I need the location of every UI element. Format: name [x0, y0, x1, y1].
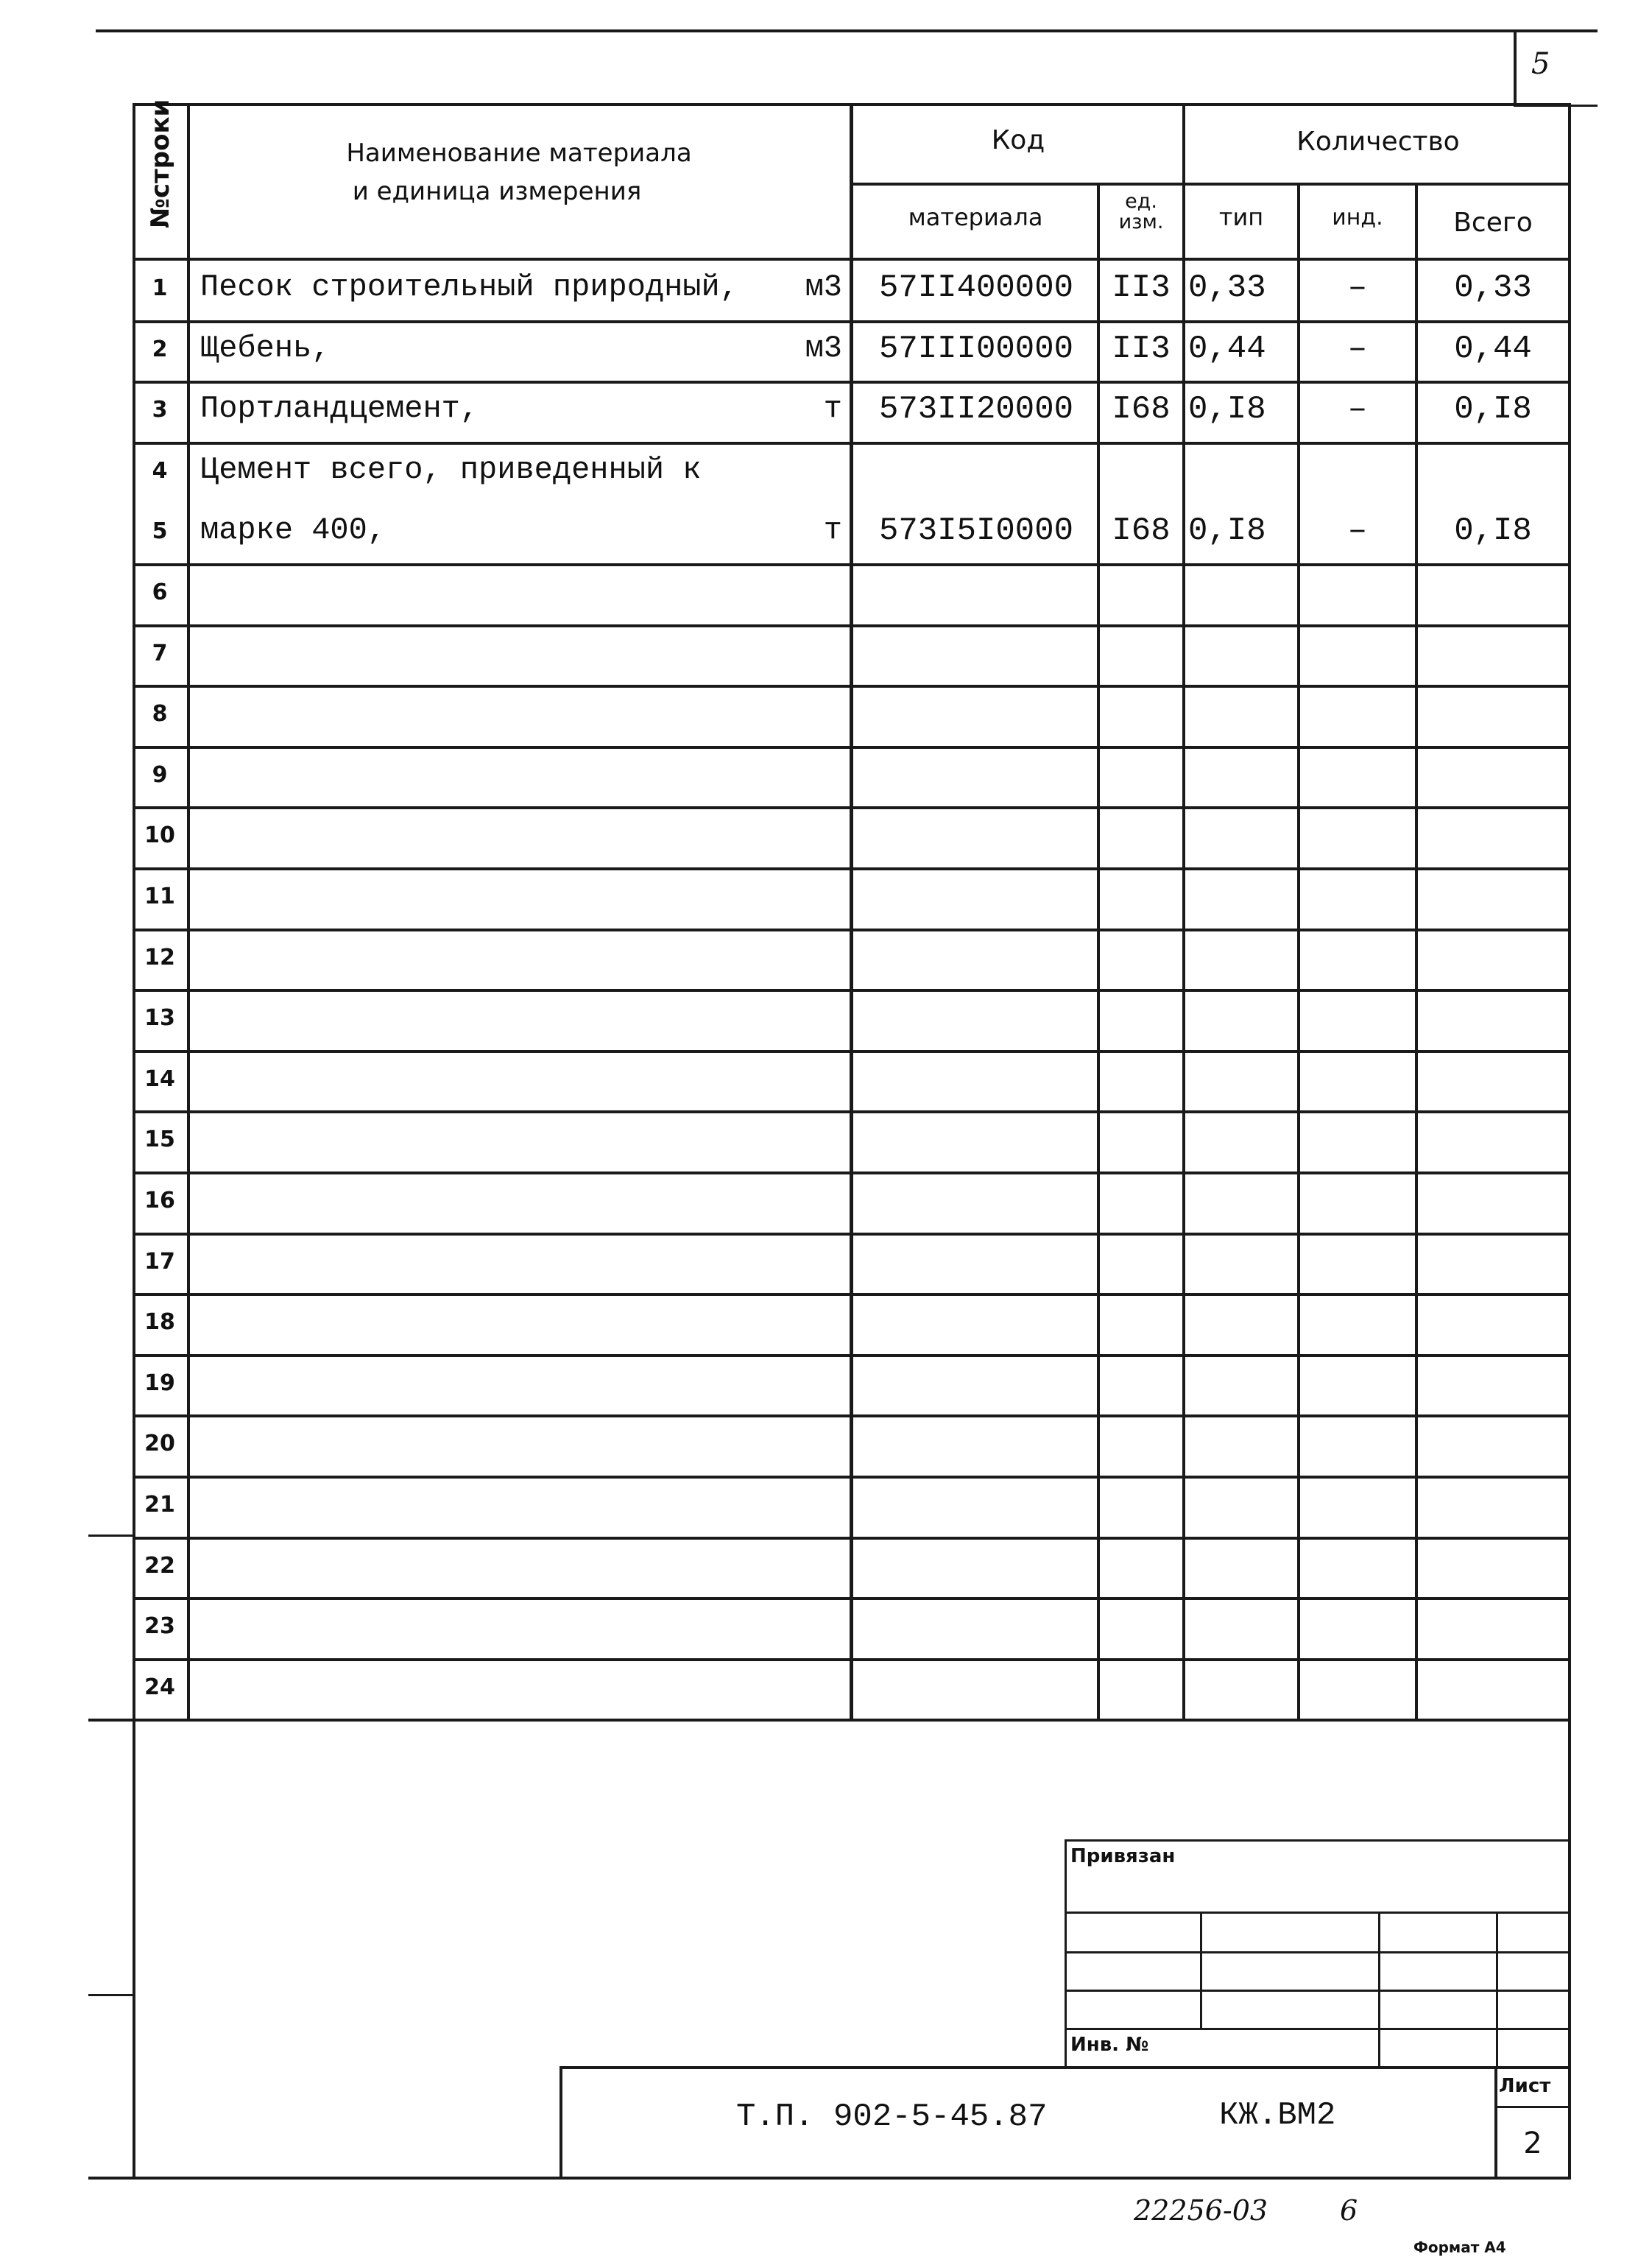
- material-unit: т: [823, 512, 842, 548]
- row-number: 3: [152, 397, 168, 423]
- row-number: 17: [144, 1249, 175, 1275]
- code-header: Код: [991, 125, 1045, 155]
- qty-ind: –: [1347, 269, 1368, 306]
- row-number: 23: [144, 1613, 175, 1639]
- material-unit: м3: [805, 269, 842, 305]
- unit-code: I68: [1112, 512, 1171, 549]
- qty-type-header: тип: [1218, 203, 1264, 231]
- document-code: Т.П. 902-5-45.87: [736, 2099, 1048, 2135]
- material-code: 57III00000: [878, 331, 1074, 367]
- archive-sheet: 6: [1340, 2194, 1358, 2227]
- row-number: 1: [152, 275, 168, 301]
- unit-code: II3: [1112, 269, 1171, 306]
- material-name: Портландцемент,: [200, 391, 479, 426]
- row-number-header: №строки: [146, 99, 175, 228]
- privyazan-label: Привязан: [1070, 1845, 1176, 1867]
- code-unit-header: ед. изм.: [1118, 190, 1164, 233]
- material-unit: т: [823, 391, 842, 426]
- row-number: 20: [144, 1431, 175, 1456]
- qty-type: 0,33: [1188, 269, 1266, 306]
- qty-total: 0,44: [1454, 331, 1532, 367]
- row-number: 18: [144, 1309, 175, 1335]
- material-code: 573I5I0000: [878, 512, 1074, 549]
- row-number: 14: [144, 1066, 175, 1092]
- row-number: 13: [144, 1005, 175, 1031]
- row-number: 7: [152, 641, 168, 666]
- quantity-header: Количество: [1296, 127, 1460, 157]
- row-number: 15: [144, 1127, 175, 1152]
- qty-total-header: Всего: [1453, 208, 1533, 238]
- material-name: марке 400,: [200, 512, 386, 548]
- material-name: Цемент всего, приведенный к: [200, 452, 702, 487]
- page-number: 5: [1531, 47, 1550, 81]
- qty-ind-header: инд.: [1332, 205, 1383, 230]
- row-number: 24: [144, 1674, 175, 1700]
- row-number: 12: [144, 945, 175, 970]
- qty-total: 0,I8: [1454, 391, 1532, 428]
- material-name: Щебень,: [200, 331, 331, 366]
- qty-ind: –: [1347, 512, 1368, 549]
- sheet-number: 2: [1523, 2127, 1542, 2160]
- row-number: 22: [144, 1553, 175, 1579]
- row-number: 11: [144, 884, 175, 909]
- qty-type: 0,44: [1188, 331, 1266, 367]
- row-number: 2: [152, 337, 168, 362]
- sheet-label: Лист: [1499, 2075, 1551, 2097]
- qty-total: 0,I8: [1454, 512, 1532, 549]
- row-number: 4: [152, 458, 168, 484]
- qty-type: 0,I8: [1188, 512, 1266, 549]
- material-name: Песок строительный природный,: [200, 269, 738, 305]
- archive-number: 22256-03: [1134, 2194, 1268, 2227]
- material-code: 573II20000: [878, 391, 1074, 428]
- row-number: 9: [152, 762, 168, 788]
- inv-no-label: Инв. №: [1070, 2034, 1149, 2056]
- qty-total: 0,33: [1454, 269, 1532, 306]
- material-code: 57II400000: [878, 269, 1074, 306]
- unit-code: II3: [1112, 331, 1171, 367]
- row-number: 5: [152, 518, 168, 544]
- qty-type: 0,I8: [1188, 391, 1266, 428]
- row-number: 10: [144, 822, 175, 848]
- row-number: 19: [144, 1370, 175, 1396]
- qty-ind: –: [1347, 331, 1368, 367]
- row-number: 8: [152, 701, 168, 727]
- format-label: Формат А4: [1413, 2238, 1506, 2256]
- qty-ind: –: [1347, 391, 1368, 428]
- material-unit: м3: [805, 331, 842, 366]
- row-number: 6: [152, 579, 168, 605]
- row-number: 21: [144, 1492, 175, 1518]
- document-mark: КЖ.ВМ2: [1219, 2097, 1336, 2134]
- name-header: Наименование материала и единица измерения: [346, 138, 692, 206]
- unit-code: I68: [1112, 391, 1171, 428]
- code-material-header: материала: [908, 203, 1043, 231]
- row-number: 16: [144, 1188, 175, 1213]
